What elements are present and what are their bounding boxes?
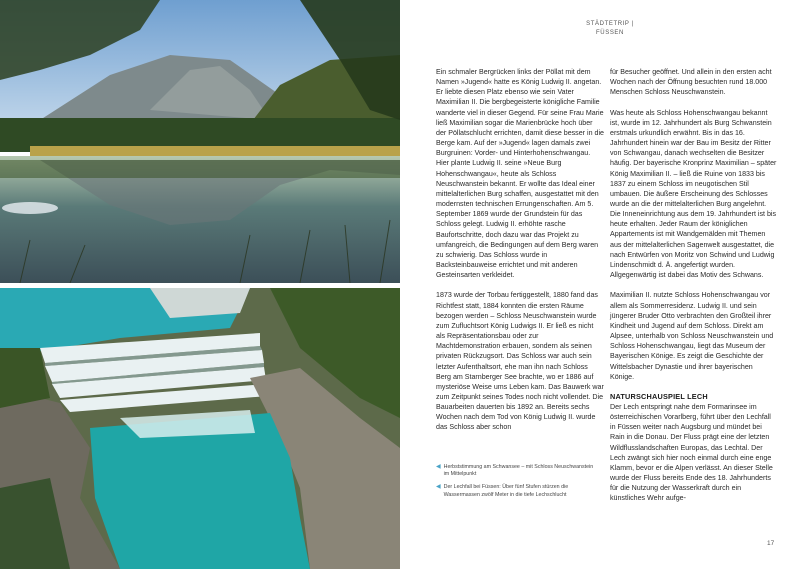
arrow-left-icon: ◀: [436, 464, 441, 470]
running-head-title: FÜSSEN: [596, 30, 624, 36]
lake-photo: [0, 0, 400, 283]
photo-captions: [436, 464, 596, 505]
text-column-2: [610, 67, 778, 504]
arrow-left-icon: ◀: [436, 484, 441, 491]
caption-lake: [436, 464, 596, 478]
body-paragraph: Der Lech entspringt nahe dem Formarinsee im österreichischen Vorarlberg, führt über den Lechfall in Füssen weiter nach Augsburg und mündet bei Rain in die Donau. Der Fluss prägt eine der letzten Wildflusslandschaften Europas, das Lechtal. Der Lech zwängt sich hier noch einmal durch eine enge Klamm, bevor er die Alpen verlässt. An dieser Stelle wurde der Fluss bereits Ende des 18. Jahrhunderts für die Nutzung der Wasserkraft durch ein künstliches Wehr aufge-: [610, 402, 773, 503]
body-paragraph: Was heute als Schloss Hohenschwangau bekannt ist, wurde im 12. Jahrhundert als Burg Schwanstein erstmals urkundlich erwähnt. Bis in das 16. Jahrhundert hinein war der Bau im Besitz der Ritter von Schwangau, danach wechselten die Besitzer häufig. Der bayerische Kronprinz Maximilian – später König Maximilian II. – ließ die Ruine von 1833 bis 1837 zu einem Schloss im neugotischen Stil umbauen. Die äußere Erscheinung des Schlosses wurde an die der mittelalterlichen Burg angelehnt. Die Inneneinrichtung aus dem 19. Jahrhundert ist bis heute erhalten. Jeder Raum der königlichen Appartements ist mit Wandgemälden mit Themen aus der mittelalterlichen Sagenwelt ausgestattet, die nach Entwürfen von Moritz von Schwind und Ludwig Lindenschmidt d. Ä. angefertigt wurden. Allgegenwärtig ist dabei das Motiv des Schwans.: [610, 108, 777, 280]
waterfall-photo: [0, 288, 400, 569]
body-paragraph: Ein schmaler Bergrücken links der Pöllat mit dem Namen »Jugend« hatte es König Ludwig II. angetan. Er liebte diesen Platz ebenso wie sein Vater Maximilian II. Die bergbegeisterte königliche Familie wanderte viel in dieser Gegend. Für seine Frau Marie ließ Maximilian sogar die Marienbrücke hoch über der Pöllatschlucht errichten, damit diese besser in die Berge kam. Auf der »Jugend« lagen damals zwei Burgruinen: Vorder- und Hinterhohenschwangau. Hier plante Ludwig II. seine »Neue Burg Hohenschwangau«, heute als Schloss Neuschwanstein bekannt. Er wollte das Ideal einer mittelalterlichen Burg schaffen, ausgestattet mit den modernsten technischen Errungenschaften. Am 5. September 1869 wurde der Grundstein für das Schloss gelegt. Ludwig II. erhöhte rasche Baufortschritte, doch dazu war das Projekt zu umfangreich, die Bedingungen auf dem Berg waren zu schwierig. Das Schloss wurde in Backsteinbauweise errichtet und mit anderen Gesteinsarten verkleidet.: [436, 68, 604, 280]
caption-waterfall: [436, 484, 596, 498]
section-heading: NATURSCHAUSPIEL LECH: [610, 391, 708, 401]
caption-text: Herbststimmung am Schwansee – mit Schloss Neuschwanstein im Mittelpunkt: [443, 464, 594, 478]
text-column-1: [436, 67, 604, 433]
body-paragraph: für Besucher geöffnet. Und allein in den ersten acht Wochen nach der Öffnung besuchten rund 18.000 Menschen Schloss Neuschwanstein.: [610, 68, 772, 97]
caption-text: Der Lechfall bei Füssen: Über fünf Stufen stürzen die Wassermassen zwölf Meter in die tiefe Lechschlucht: [443, 484, 569, 498]
running-head-section: STÄDTETRIP |: [586, 21, 634, 27]
page-number: 17: [767, 540, 775, 547]
running-head: [560, 20, 660, 38]
body-paragraph: 1873 wurde der Torbau fertiggestellt, 1880 fand das Richtfest statt, 1884 konnten die ersten Räume bezogen werden – Schloss Neuschwanstein wurde zum Zufluchtsort König Ludwigs II. Er ließ es nicht als Repräsentationsbau oder zur Machtdemonstration erbauen, sondern als seinen privaten Rückzugsort. Das Schloss war auch sein letzter Aufenthaltsort, ehe man ihn nach Schloss Berg am Starnberger See brachte, wo er 1886 auf mysteriöse Weise ums Leben kam. Das Bauwerk war zum Zeitpunkt seines Todes noch nicht vollendet. Die Bauarbeiten dauerten bis 1892 an. Bereits sechs Wochen nach dem Tod von König Ludwig II. wurde das Schloss aber schon: [436, 291, 604, 432]
body-paragraph: Maximilian II. nutzte Schloss Hohenschwangau vor allem als Sommerresidenz. Ludwig II. und sein jüngerer Bruder Otto verbrachten den Großteil ihrer Kindheit und Jugend auf dem Schloss. Direkt am Alpsee, unterhalb von Schloss Neuschwanstein und Schloss Hohenschwangau, liegt das Museum der Bayerischen Könige. Es zeigt die Geschichte der Wittelsbacher Dynastie und ihrer bayerischen Könige.: [610, 291, 774, 381]
